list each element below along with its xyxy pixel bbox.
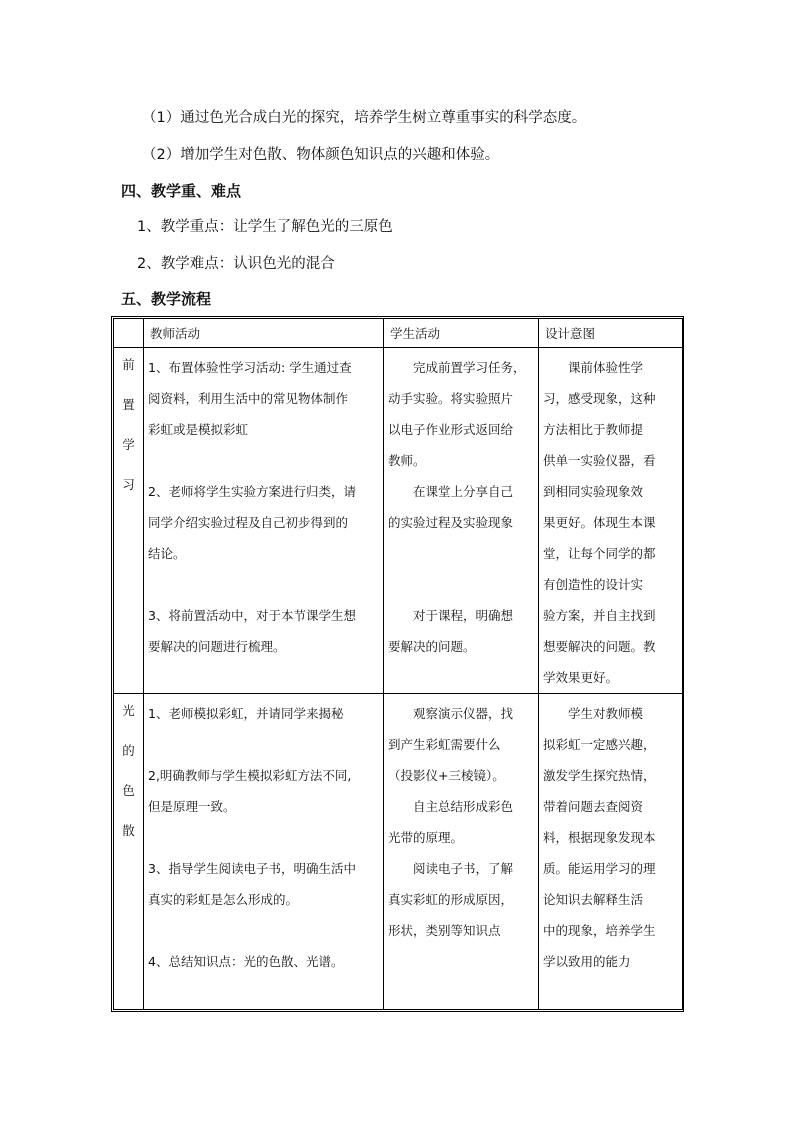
student-line: 动手实验。将实验照片 — [388, 391, 514, 406]
stage-char: 学 — [122, 437, 135, 452]
student-line: 教师。 — [388, 453, 426, 468]
teacher-line: 1、老师模拟彩虹，并请同学来揭秘 — [148, 706, 344, 721]
student-line: 形状，类别等知识点 — [388, 923, 501, 938]
purpose-line: 到相同实验现象效 — [543, 484, 644, 499]
teacher-activity-cell — [144, 348, 384, 694]
student-line: 要解决的问题。 — [388, 639, 476, 654]
key-point: 1、教学重点：让学生了解色光的三原色 — [137, 219, 393, 235]
student-line: 自主总结形成彩色 — [413, 799, 514, 814]
teacher-line: 3、指导学生阅读电子书，明确生活中 — [148, 861, 356, 876]
teacher-line: 结论。 — [148, 546, 186, 561]
purpose-line: 学生对教师模 — [568, 706, 644, 721]
purpose-line: 质。能运用学习的理 — [543, 861, 656, 876]
student-line: 以电子作业形式返回给 — [388, 422, 514, 437]
student-line: 的实验过程及实验现象 — [388, 515, 514, 530]
teacher-activity-cell — [144, 694, 384, 1010]
design-purpose-cell — [539, 694, 683, 1010]
stage-char: 光 — [122, 703, 135, 718]
header-stage — [114, 319, 144, 348]
student-line: 到产生彩虹需要什么 — [388, 737, 501, 752]
purpose-line: 课前体验性学 — [568, 360, 644, 375]
purpose-line: 方法相比于教师提 — [543, 422, 644, 437]
teacher-line: 同学介绍实验过程及自己初步得到的 — [148, 515, 349, 530]
purpose-line: 中的现象，培养学生 — [543, 923, 656, 938]
stage-char: 散 — [122, 823, 135, 838]
stage-char: 色 — [122, 783, 135, 798]
student-line: 完成前置学习任务， — [413, 360, 526, 375]
teacher-line: 2,明确教师与学生模拟彩虹方法不同, — [148, 768, 352, 783]
teaching-flow-table — [113, 318, 683, 1010]
purpose-line: 学效果更好。 — [543, 670, 619, 685]
section-5-title: 五、教学流程 — [121, 290, 212, 308]
purpose-line: 习，感受现象，这种 — [543, 391, 656, 406]
purpose-line: 激发学生探究热情， — [543, 768, 656, 783]
difficult-point: 2、教学难点：认识色光的混合 — [137, 256, 335, 272]
student-line: 阅读电子书，了解 — [413, 861, 514, 876]
student-line: 真实彩虹的形成原因， — [388, 892, 514, 907]
stage-char: 置 — [122, 397, 135, 412]
objective-2: （2）增加学生对色散、物体颜色知识点的兴趣和体验。 — [142, 147, 500, 163]
purpose-line: 果更好。体现生本课 — [543, 515, 656, 530]
stage-cell — [114, 348, 144, 694]
teacher-line: 但是原理一致。 — [148, 799, 236, 814]
teacher-line: 阅资料，利用生活中的常见物体制作 — [148, 391, 349, 406]
teacher-line: 真实的彩虹是怎么形成的。 — [148, 892, 299, 907]
purpose-line: 料，根据现象发现本 — [543, 830, 656, 845]
header-purpose: 设计意图 — [539, 319, 683, 348]
teacher-line: 彩虹或是模拟彩虹 — [148, 422, 249, 437]
student-line: 光带的原理。 — [388, 830, 464, 845]
purpose-line: 带着问题去查阅资 — [543, 799, 644, 814]
design-purpose-cell — [539, 348, 683, 694]
purpose-line: 想要解决的问题。教 — [543, 639, 656, 654]
stage-cell — [114, 694, 144, 1010]
table-row — [114, 348, 683, 694]
teacher-line: 2、老师将学生实验方案进行归类，请 — [148, 484, 356, 499]
purpose-line: 有创造性的设计实 — [543, 577, 644, 592]
student-line: 在课堂上分享自己 — [413, 484, 514, 499]
teacher-line: 4、总结知识点：光的色散、光谱。 — [148, 954, 344, 969]
teacher-line: 1、布置体验性学习活动: 学生通过查 — [148, 360, 352, 375]
objective-1: （1）通过色光合成白光的探究，培养学生树立尊重事实的科学态度。 — [142, 110, 587, 126]
student-line: 对于课程，明确想 — [413, 608, 514, 623]
student-activity-cell — [384, 694, 539, 1010]
table-row — [114, 694, 683, 1010]
purpose-line: 学以致用的能力 — [543, 954, 631, 969]
student-line: （投影仪+三棱镜）。 — [388, 768, 505, 783]
student-activity-cell — [384, 348, 539, 694]
purpose-line: 拟彩虹一定感兴趣， — [543, 737, 656, 752]
purpose-line: 供单一实验仪器，看 — [543, 453, 656, 468]
purpose-line: 验方案，并自主找到 — [543, 608, 656, 623]
stage-char: 的 — [122, 743, 135, 758]
header-teacher: 教师活动 — [144, 319, 384, 348]
stage-char: 前 — [122, 357, 135, 372]
header-student: 学生活动 — [384, 319, 539, 348]
stage-char: 习 — [122, 477, 135, 492]
purpose-line: 论知识去解释生活 — [543, 892, 644, 907]
teacher-line: 3、将前置活动中，对于本节课学生想 — [148, 608, 356, 623]
table-header-row — [114, 319, 683, 348]
purpose-line: 堂，让每个同学的都 — [543, 546, 656, 561]
section-4-title: 四、教学重、难点 — [121, 182, 242, 200]
student-line: 观察演示仪器，找 — [413, 706, 514, 721]
teacher-line: 要解决的问题进行梳理。 — [148, 639, 286, 654]
